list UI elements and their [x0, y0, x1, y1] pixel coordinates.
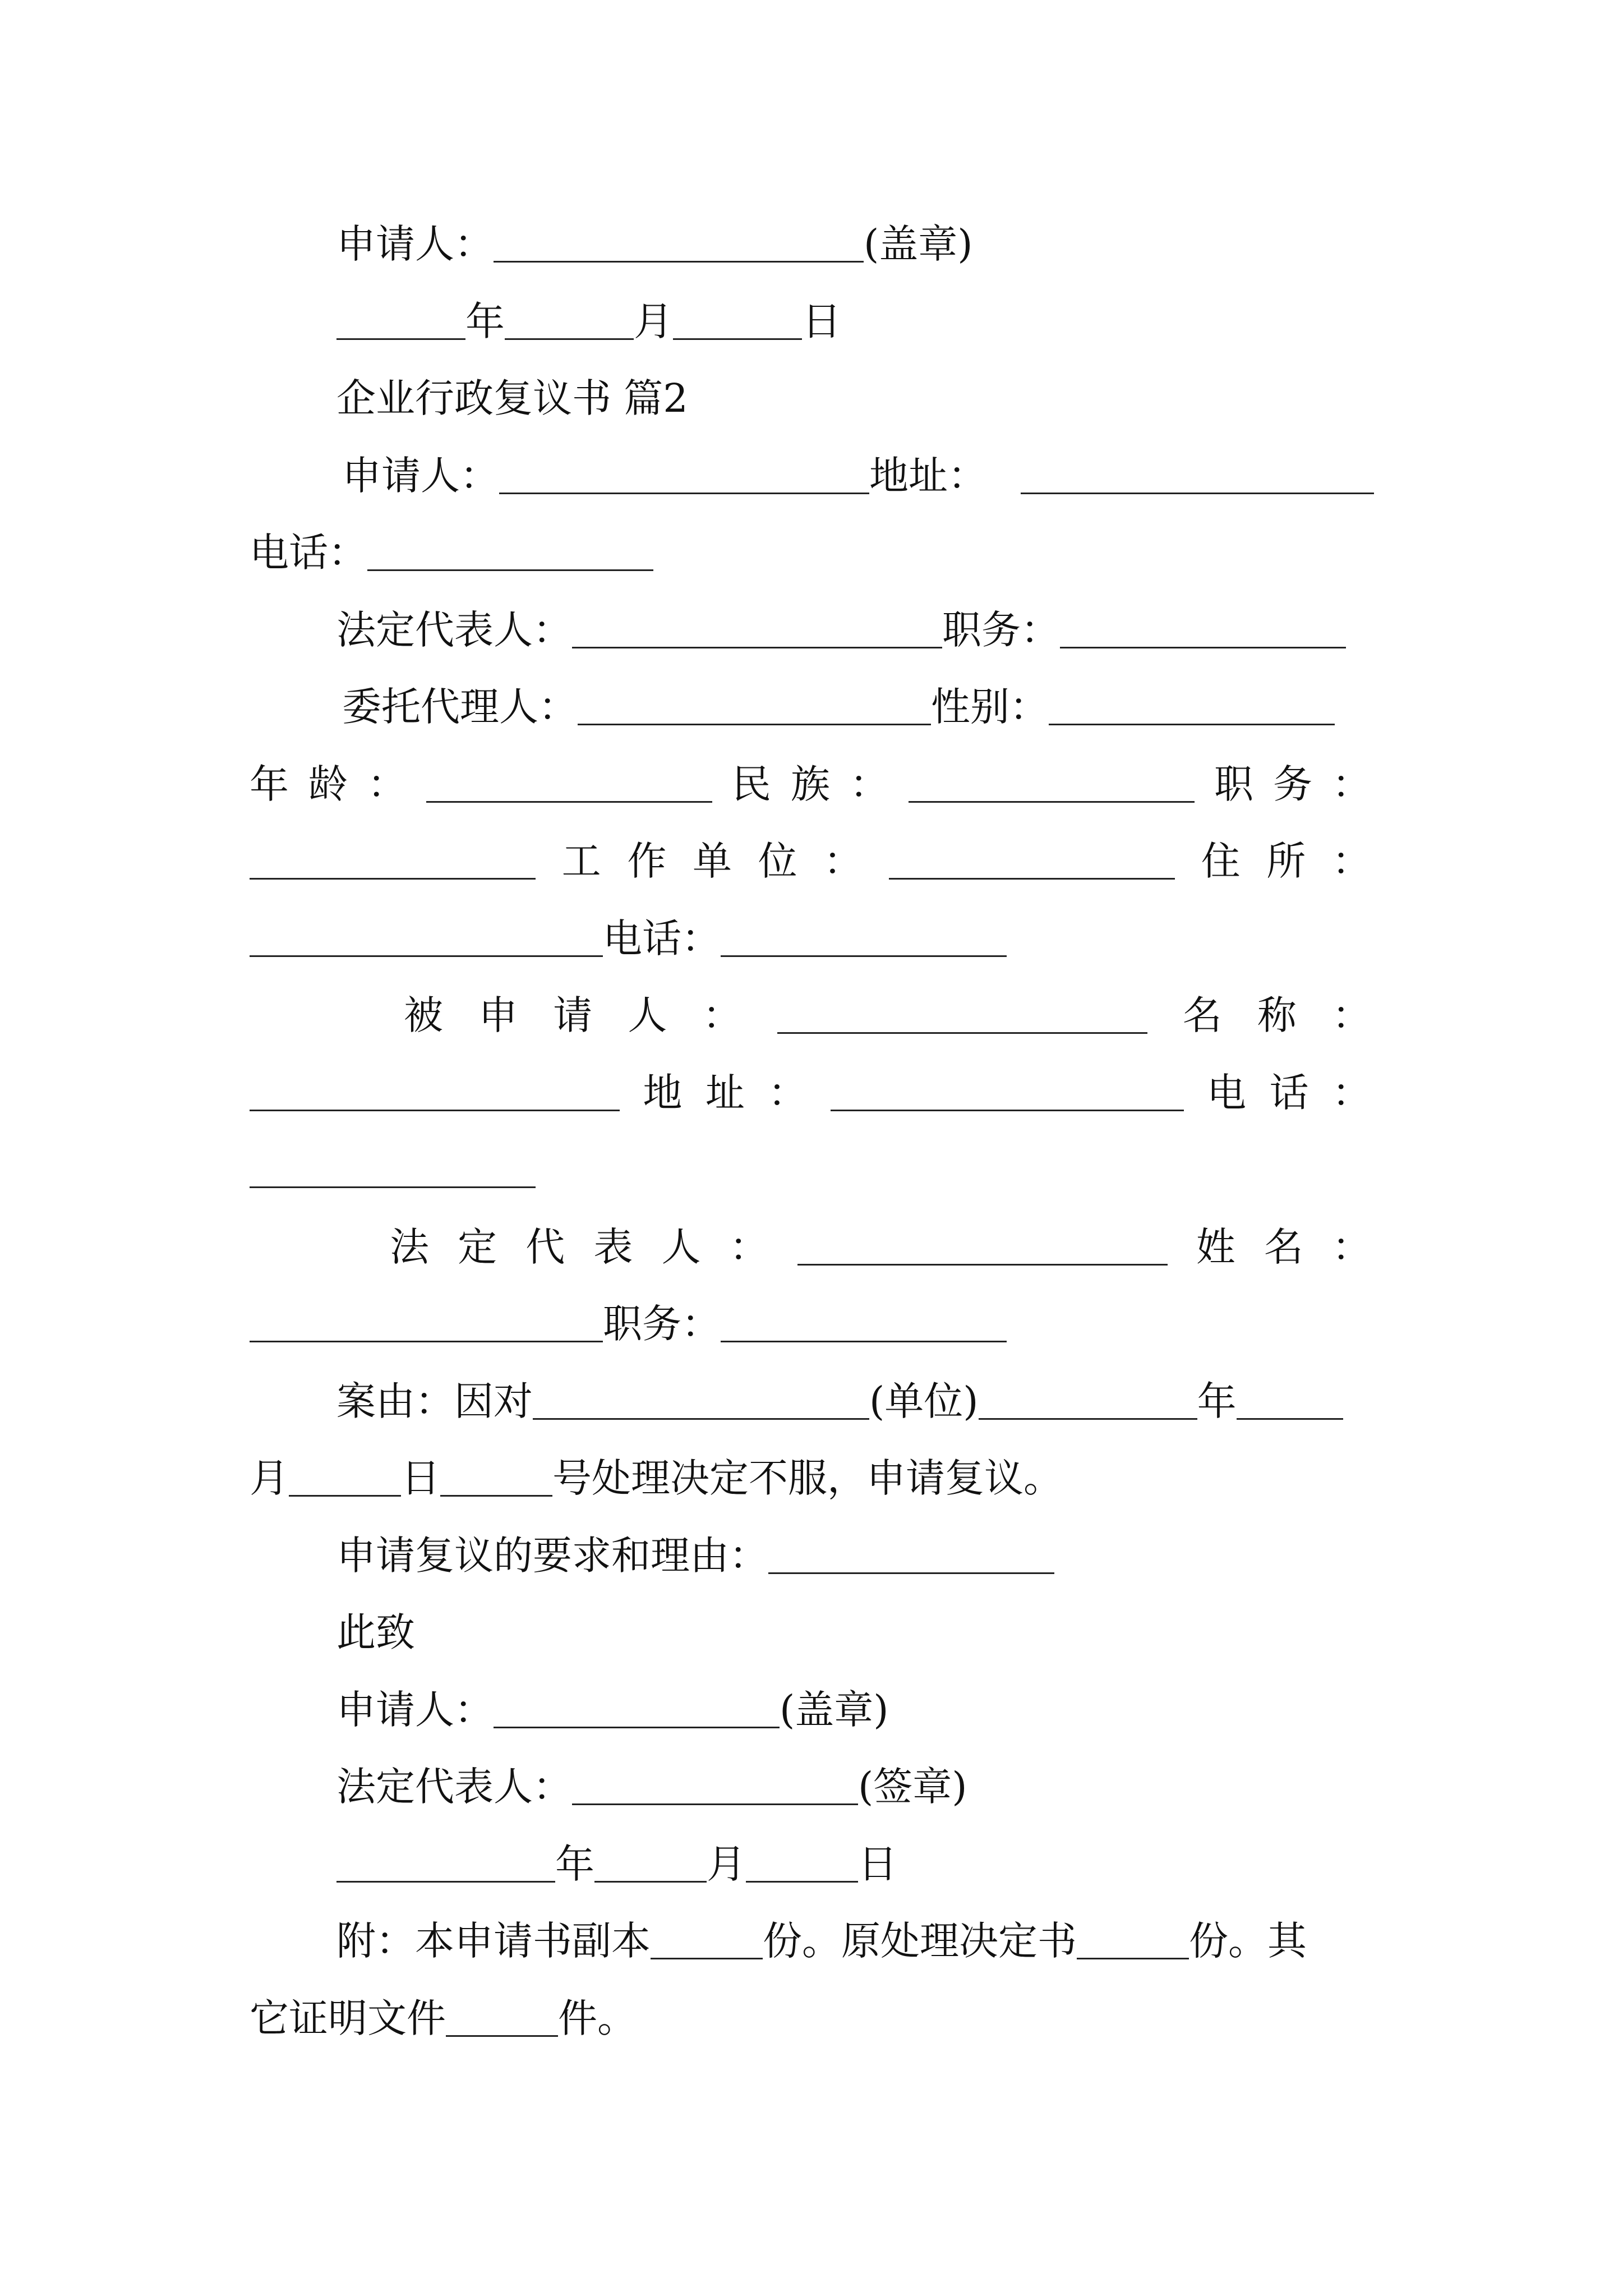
label: 名 [1182, 992, 1222, 1038]
blank-field[interactable] [572, 587, 942, 648]
label: 委托代理人： [342, 684, 578, 730]
blank-field[interactable] [889, 818, 1175, 880]
label: 号处理决定不服，申请复议。 [552, 1455, 1063, 1501]
label: (签章) [858, 1764, 967, 1810]
label: 月 [707, 1841, 746, 1887]
label: ： [1331, 838, 1371, 884]
case-cause-line-2 [250, 1447, 1063, 1509]
legal-rep-line [336, 599, 1346, 661]
day-blank[interactable] [673, 278, 802, 340]
label: 月 [250, 1455, 289, 1501]
label: 作 [627, 838, 667, 884]
blank-field[interactable] [250, 1050, 620, 1111]
blank-field[interactable] [289, 1435, 401, 1497]
date-line-2 [336, 1833, 897, 1895]
label: 表 [593, 1224, 633, 1270]
label: 法 [390, 1224, 429, 1270]
blank-field[interactable] [494, 1667, 780, 1728]
label: (单位) [869, 1378, 979, 1424]
label: 日 [401, 1455, 440, 1501]
label: 位 [758, 838, 797, 884]
label: 址 [705, 1070, 745, 1116]
blank-field[interactable] [578, 664, 931, 725]
label: ： [850, 761, 889, 807]
blank-field[interactable] [250, 1126, 536, 1188]
blank-field[interactable] [367, 509, 653, 571]
respondent-legal-rep-line [390, 1216, 1371, 1278]
label: 电 [1207, 1070, 1247, 1116]
label: 代 [525, 1224, 565, 1270]
label: 话 [1269, 1070, 1309, 1116]
month-blank[interactable] [594, 1821, 707, 1883]
label: ： [768, 1070, 808, 1116]
blank-field[interactable] [440, 1435, 552, 1497]
label: ： [1331, 1224, 1371, 1270]
label: 电话： [603, 915, 721, 961]
blank-field[interactable] [909, 741, 1195, 803]
year-blank[interactable] [336, 278, 465, 340]
label: 职 [1214, 761, 1253, 807]
blank-field[interactable] [499, 432, 869, 494]
label: ： [367, 761, 407, 807]
label: 法定代表人： [336, 607, 572, 653]
attachment-line-2 [250, 1987, 637, 2049]
blank-field[interactable] [797, 1204, 1168, 1266]
label: ： [702, 992, 742, 1038]
year-blank[interactable] [336, 1821, 555, 1883]
label: 龄 [308, 761, 348, 807]
label: 民 [732, 761, 771, 807]
blank-field[interactable] [768, 1512, 1054, 1574]
label: (盖章) [864, 221, 973, 267]
label: 月 [634, 298, 673, 344]
label: (盖章) [780, 1687, 889, 1733]
blank-field[interactable] [426, 741, 712, 803]
respondent-address-line [250, 1062, 1371, 1124]
label: 人 [628, 992, 667, 1038]
blank-field[interactable] [533, 1358, 869, 1420]
month-blank[interactable] [505, 278, 634, 340]
blank-field[interactable] [250, 895, 603, 957]
blank-field[interactable] [721, 1281, 1007, 1342]
blank-field[interactable] [651, 1898, 763, 1959]
section-heading [336, 367, 688, 429]
label: 定 [458, 1224, 497, 1270]
label: ： [1332, 761, 1371, 807]
blank-field[interactable] [831, 1050, 1184, 1111]
label: 附：本申请书副本 [336, 1918, 651, 1964]
label: 年 [250, 761, 289, 807]
blank-field[interactable] [572, 1743, 858, 1805]
label: 人 [661, 1224, 701, 1270]
blank-field[interactable] [250, 1281, 603, 1342]
label: 日 [802, 298, 841, 344]
date-line [336, 291, 841, 352]
label: 件。 [558, 1995, 637, 2041]
label: 申请人： [336, 1687, 494, 1733]
applicant-seal-line [336, 213, 973, 275]
label: 份。原处理决定书 [763, 1918, 1077, 1964]
position-line [250, 1293, 1007, 1355]
blank-line [250, 1139, 536, 1200]
blank-field[interactable] [979, 1358, 1197, 1420]
label: 份。其 [1189, 1918, 1307, 1964]
case-cause-line [336, 1370, 1343, 1432]
label: 此致 [336, 1609, 415, 1655]
label: 年 [465, 298, 505, 344]
label: 地址： [869, 453, 987, 499]
blank-field[interactable] [494, 201, 864, 263]
phone-line [250, 522, 653, 583]
label: 姓 [1196, 1224, 1235, 1270]
label: 务 [1273, 761, 1312, 807]
label: 申请人： [336, 221, 494, 267]
blank-field[interactable] [446, 1975, 558, 2037]
label: 法定代表人： [336, 1764, 572, 1810]
day-blank[interactable] [746, 1821, 858, 1883]
label: 所 [1266, 838, 1306, 884]
blank-field[interactable] [1021, 432, 1374, 494]
blank-field[interactable] [1049, 664, 1335, 725]
attachment-line [336, 1910, 1307, 1972]
salutation-line [336, 1602, 415, 1663]
label: ： [1332, 992, 1371, 1038]
agent-line [342, 676, 1335, 738]
label: 职务： [942, 607, 1060, 653]
label: 申 [478, 992, 518, 1038]
label: 请 [553, 992, 593, 1038]
label: 申请复议的要求和理由： [336, 1533, 768, 1579]
label: 申请人： [342, 453, 499, 499]
label: 单 [692, 838, 732, 884]
label: ： [823, 838, 863, 884]
label: 它证明文件 [250, 1995, 446, 2041]
label: 族 [791, 761, 830, 807]
label: 工 [561, 838, 601, 884]
blank-field[interactable] [250, 818, 536, 880]
blank-field[interactable] [1077, 1898, 1189, 1959]
workplace-residence-line [250, 830, 1371, 892]
label: 称 [1257, 992, 1297, 1038]
request-reason-line [336, 1525, 1054, 1586]
legal-rep-sign-line [336, 1756, 967, 1818]
blank-field[interactable] [721, 895, 1007, 957]
blank-field[interactable] [1237, 1358, 1343, 1420]
label: 性别： [931, 684, 1049, 730]
label: ： [1331, 1070, 1371, 1116]
label: ： [729, 1224, 769, 1270]
applicant-seal-line-2 [336, 1679, 889, 1741]
label: 地 [643, 1070, 683, 1116]
label: 住 [1201, 838, 1241, 884]
label: 日 [858, 1841, 897, 1887]
label: 名 [1264, 1224, 1303, 1270]
blank-field[interactable] [777, 972, 1147, 1034]
label: 案由：因对 [336, 1378, 533, 1424]
age-ethnicity-line [250, 753, 1371, 815]
respondent-line [404, 984, 1371, 1046]
phone-line-2 [250, 908, 1007, 969]
label: 电话： [250, 530, 367, 576]
blank-field[interactable] [1060, 587, 1346, 648]
label: 职务： [603, 1301, 721, 1347]
label: 年 [555, 1841, 594, 1887]
heading-text: 企业行政复议书 篇2 [336, 375, 688, 421]
label: 被 [404, 992, 443, 1038]
applicant-address-line [342, 445, 1374, 507]
label: 年 [1197, 1378, 1237, 1424]
